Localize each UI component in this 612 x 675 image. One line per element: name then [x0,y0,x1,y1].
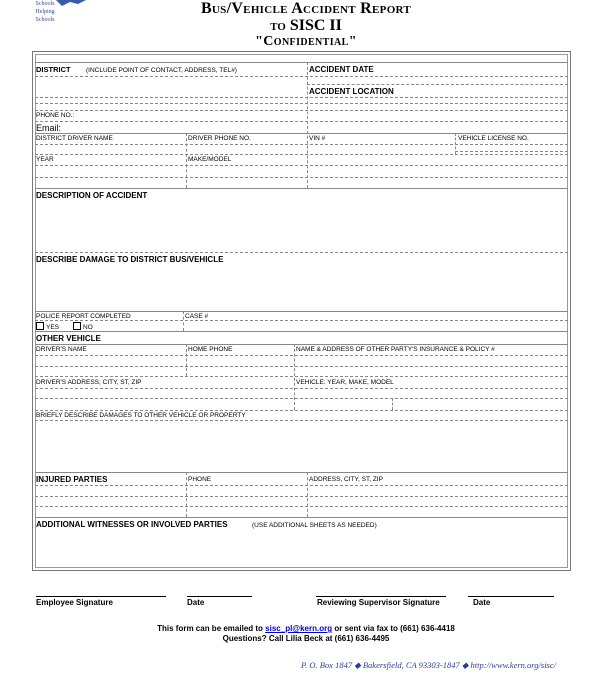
other-vehicle-label: VEHICLE: YEAR, MAKE, MODEL [296,379,394,386]
accident-date-label: ACCIDENT DATE [309,65,374,74]
year-label: YEAR [36,156,54,163]
other-damages-label: BRIEFLY DESCRIBE DAMAGES TO OTHER VEHICLE OR PROPERTY [36,412,246,419]
supervisor-signature-line[interactable] [316,596,446,597]
report-title: Bus/Vehicle Accident Report [200,0,412,17]
employee-signature-label: Employee Signature [36,598,113,607]
district-note: (INCLUDE POINT OF CONTACT, ADDRESS, TEL#) [86,67,237,74]
witnesses-label: ADDITIONAL WITNESSES OR INVOLVED PARTIES [36,520,228,529]
yes-label: YES [46,324,60,331]
vin-label: VIN # [309,135,326,142]
email-instructions [0,624,612,633]
driver-phone-label: DRIVER PHONE NO. [188,135,251,142]
injured-address-label: ADDRESS, CITY, ST, ZIP [309,476,383,483]
email-label: Email: [36,123,62,133]
date-label-1: Date [187,598,205,607]
insurance-label: NAME & ADDRESS OF OTHER PARTY'S INSURANCE & POLICY # [296,346,495,353]
damage-label: DESCRIBE DAMAGE TO DISTRICT BUS/VEHICLE [36,255,224,264]
witnesses-note: (USE ADDITIONAL SHEETS AS NEEDED) [252,522,377,529]
date-line-2[interactable] [468,596,554,597]
other-vehicle-heading: OTHER VEHICLE [36,334,101,343]
fax-text: or sent via fax to (661) 636-4418 [334,624,455,633]
email-pre-text: This form can be emailed to [157,624,263,633]
no-checkbox[interactable] [73,322,81,330]
mailing-address: P. O. Box 1847 ◆ Bakersfield, CA 93303-1847 ◆ http://www.kern.org/sisc/ [301,660,556,670]
questions-contact: Questions? Call Lilia Beck at (661) 636-4495 [222,634,390,643]
yes-checkbox[interactable] [36,322,44,330]
police-no-option[interactable] [73,322,93,332]
district-label: DISTRICT [36,65,71,74]
phone-label: PHONE NO.: [36,112,75,119]
injured-parties-label: INJURED PARTIES [36,475,108,484]
home-phone-label: HOME PHONE [188,346,233,353]
supervisor-signature-label: Reviewing Supervisor Signature [317,598,440,607]
police-report-label: POLICE REPORT COMPLETED [36,313,131,320]
accident-location-label: ACCIDENT LOCATION [309,87,394,96]
other-driver-address-label: DRIVER'S ADDRESS, CITY, ST, ZIP [36,379,142,386]
employee-signature-line[interactable] [36,596,166,597]
report-subtitle: to SISC II [270,17,342,34]
description-label: DESCRIPTION OF ACCIDENT [36,191,148,200]
case-number-label: CASE # [185,313,209,320]
injured-phone-label: PHONE [188,476,212,483]
date-line-1[interactable] [187,596,252,597]
confidential-label: "Confidential" [255,34,357,49]
date-label-2: Date [473,598,491,607]
driver-name-label: DISTRICT DRIVER NAME [36,135,113,142]
other-driver-name-label: DRIVER'S NAME [36,346,87,353]
make-model-label: MAKE/MODEL [188,156,232,163]
email-link[interactable]: sisc_pl@kern.org [265,624,333,633]
police-yes-option[interactable] [36,322,59,332]
license-label: VEHICLE LICENSE NO. [458,135,529,142]
no-label: NO [83,324,93,331]
logo-line-1: Schools [35,1,55,7]
logo-line-3: Schools [35,17,55,23]
logo-line-2: Helping [35,9,55,15]
